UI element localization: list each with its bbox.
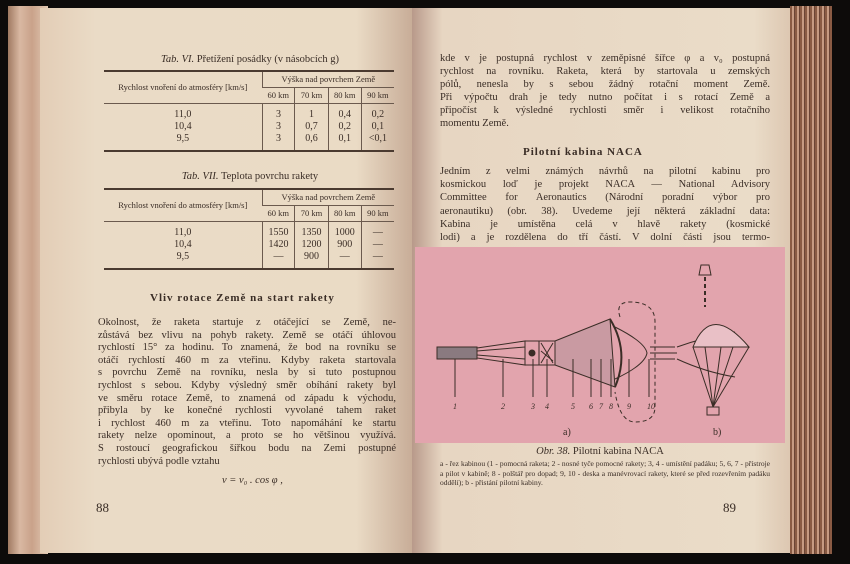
text-line: Jedním z velmi známých návrhů na pilotní kabinu pro [440,166,770,177]
table-cell: 0,4 0,2 0,1 [328,104,361,152]
table-cell: 11,0 10,4 9,5 [174,227,192,262]
part-label: 5 [571,402,575,411]
text-line: i rychlost 460 m za vteřinu. Toto napomáhání ke startu [98,417,396,429]
text-line: kosmickou loď je projekt NACA — National Advisory [440,179,770,191]
column-header: 70 km [295,206,328,222]
part-label: 10 [647,402,655,411]
text-line: Kabina je umístěna celá v hlavě rakety (kosmické [440,218,770,230]
book-page-edges-right [790,6,832,554]
column-header: 90 km [361,88,394,104]
text-line: rakety nelze opominout, a proto se ho většinou využívá. [98,430,396,442]
table-cell: — — — [361,222,394,270]
naca-capsule-figure [415,247,785,443]
table-temperature [104,188,394,270]
text-line: Committee for Aeronautics (Národní poradní výbor pro [440,192,770,204]
text-line: Při výpočtu drah je tedy nutno počítat i s rotací Země a [440,92,770,103]
text-line: rychlosti ubývá podle vztahu [98,455,220,467]
capsule-body-icon [555,319,615,387]
subfigure-a-label: a) [563,427,571,438]
table-cell: 0,2 0,1 <0,1 [361,104,394,152]
column-header: 80 km [328,206,361,222]
table-cell: 3 3 3 [262,104,295,152]
column-header: 60 km [262,88,295,104]
text-line: aeronautiku) (obr. 38). Uvedeme její některá základní data: [440,205,770,217]
page-number-left: 88 [96,500,109,515]
row-header: Rychlost vnoření do atmosféry [km/s] [104,189,262,222]
table-cell: 1350 1200 900 [295,222,328,270]
text-line: otáčí rychlostí 460 m za vteřinu. Kdyby raketa startovala [98,354,396,366]
group-header: Výška nad povrchem Země [262,71,394,88]
figure-caption: Obr. 38. Pilotní kabina NACA [536,446,664,457]
text-line: přibyla by ke konečné rychlosti vyvolané tahem raket [98,405,396,417]
auxiliary-rocket-icon [437,347,477,359]
section-heading-earth-rotation: Vliv rotace Země na start rakety [150,292,335,304]
part-label: 8 [609,402,613,411]
table7-caption: Tab. VII. Teplota povrchu rakety [181,171,319,182]
table-cell: 11,0 10,4 9,5 [174,109,192,144]
text-line: ve směru rotace Země, to znamená od západu k východu, [98,392,396,404]
text-line: Okolnost, že raketa startuje z otáčející se Země, ne- [98,317,396,328]
text-line: rychlostí 15° za hodinu. To znamená, že bod na rovníku se [98,342,396,354]
part-label: 2 [501,402,505,411]
figure-notes: a - řez kabinou (1 - pomocná raketa; 2 - nosné tyče pomocné rakety; 3, 4 - umístění padáku; 5, 6, 7 - přístroje a pilot v kabině; 8 - polštář pro dopad; 9, 10 - deska a manévrovací rakety, které se před rozevřením padáku oddělí); b - přistání pilotní kabiny. [440,459,770,487]
part-label: 6 [589,402,593,411]
table-cell: 1 0,7 0,6 [295,104,328,152]
text-line: S rostoucí geografickou šířkou bodu na Zemi postupné [98,443,396,454]
part-label: 7 [599,402,603,411]
group-header: Výška nad povrchem Země [262,189,394,206]
text-line: připočíst k výsledné rychlosti směr i velikost rotačního [440,105,770,116]
table-overload [104,70,394,152]
column-header: 70 km [295,88,328,104]
text-line: kde v je postupná rychlost v zeměpisné šířce φ a v₀ postupná [440,53,770,64]
table-row [104,104,394,152]
part-label: 4 [545,402,549,411]
column-header: 60 km [262,206,295,222]
text-line: lodi) a je rozdělena do tří částí. V dolní části jsou termo- [440,232,770,243]
part-label: 3 [531,402,535,411]
subfigure-b-label: b) [713,427,722,438]
text-line: s povrchu Země na rovníku, nesla by si tuto postupnou [98,367,396,379]
text-line: momentu Země. [440,118,509,129]
page-number-right: 89 [723,500,736,515]
text-line: rychlost s sebou. Kdyby výsledný směr obíhání rakety byl [98,380,396,391]
text-line: pólů, nenesla by s sebou žádný rotační moment Země. [440,79,770,90]
row-header: Rychlost vnoření do atmosféry [km/s] [104,71,262,104]
part-label: 9 [627,402,631,411]
part-label: 1 [453,402,457,411]
formula: v = v₀ . cos φ , [222,475,283,486]
table6-caption: Tab. VI. Přetížení posádky (v násobcích g) [160,54,340,65]
table-cell: 1550 1420 — [262,222,295,270]
column-header: 90 km [361,206,394,222]
section-heading-naca: Pilotní kabina NACA [523,146,643,158]
table-row [104,222,394,270]
text-line: rychlost na rovníku. Raketa, která by startovala u zemských [440,66,770,77]
table-cell: 1000 900 — [328,222,361,270]
column-header: 80 km [328,88,361,104]
text-line: zůstává bez vlivu na pohyb rakety. Země se otáčí úhlovou [98,329,396,341]
